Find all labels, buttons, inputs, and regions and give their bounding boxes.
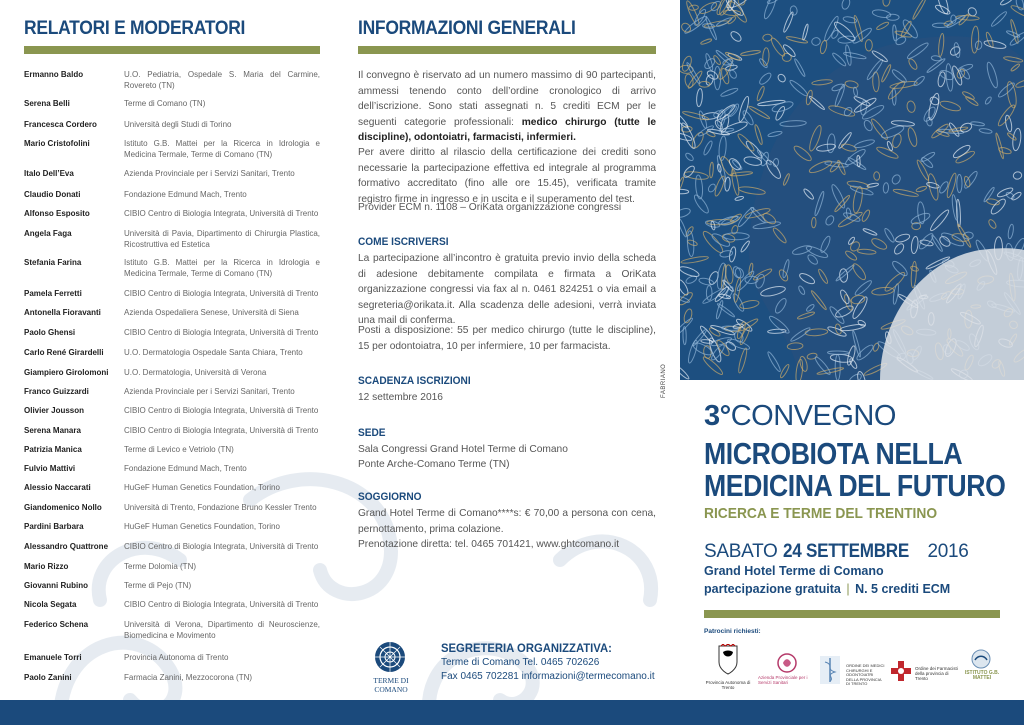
relatore-name: Stefania Farina (24, 258, 82, 267)
prenotazione-text: Prenotazione diretta: tel. 0465 701421, www.ghtcomano.it (358, 539, 620, 550)
azienda-logo-text: Azienda Provinciale per i Servizi Sanitari (758, 675, 808, 685)
relatore-name: Pardini Barbara (24, 522, 84, 531)
scadenza-text: 12 settembre 2016 (358, 392, 443, 403)
relatore-name: Pamela Ferretti (24, 289, 82, 298)
relatore-name: Giovanni Rubino (24, 581, 88, 590)
sede-heading: SEDE (358, 427, 386, 439)
relatore-name: Fulvio Mattivi (24, 464, 76, 473)
sede-line-1: Sala Congressi Grand Hotel Terme di Comano (358, 444, 568, 455)
segreteria-heading: SEGRETERIA ORGANIZZATIVA: (441, 641, 612, 655)
relatore-name: Giampiero Girolomoni (24, 368, 109, 377)
relatore-name: Federico Schena (24, 620, 89, 629)
soggiorno-heading: SOGGIORNO (358, 491, 422, 503)
participation-info (704, 582, 950, 596)
event-date (704, 541, 969, 563)
relatore-name: Antonella Fioravanti (24, 308, 101, 317)
relatore-affiliation: HuGeF Human Genetics Foundation, Torino (124, 522, 280, 531)
posti-text: Posti a disposizione: 55 per medico chirurgo (tutte le discipline), 15 per odontoiatra, 10 per infermiere, 10 per farmacista. (358, 325, 656, 352)
relatore-affiliation: Provincia Autonoma di Trento (124, 653, 229, 662)
provincia-logo-text: Provincia Autonoma di Trento (705, 680, 751, 690)
relatore-name: Italo Dell’Eva (24, 169, 74, 178)
relatore-name: Emanuele Torri (24, 653, 82, 662)
relatore-name: Alessio Naccarati (24, 483, 91, 492)
relatore-affiliation: CIBIO Centro di Biologia Integrata, Università di Trento (124, 406, 319, 415)
soggiorno-text: Grand Hotel Terme di Comano****s: € 70,00 a persona con cena, pernottamento, prima colazione. (358, 508, 656, 535)
relatore-affiliation: Fondazione Edmund Mach, Trento (124, 464, 247, 473)
partecipazione-gratuita: partecipazione gratuita (704, 582, 841, 596)
relatore-name: Olivier Jousson (24, 406, 85, 415)
relatori-heading: RELATORI E MODERATORI (24, 18, 246, 39)
azienda-sanitaria-logo-icon (776, 652, 798, 674)
caduceus-logo-icon (820, 656, 840, 684)
title-line-1: MICROBIOTA NELLA (704, 436, 963, 471)
provincia-trento-crest-icon (717, 644, 739, 676)
relatore-affiliation: Terme di Pejo (TN) (124, 581, 192, 590)
terme-logo-text: TERME DI COMANO (373, 676, 409, 694)
relatore-affiliation: Azienda Provinciale per i Servizi Sanitari, Trento (124, 169, 295, 178)
date-day: SABATO (704, 541, 783, 562)
relatore-name: Giandomenico Nollo (24, 503, 102, 512)
farmacisti-logo-text: Ordine dei Farmacisti della provincia di Trento (915, 666, 958, 681)
scadenza-heading: SCADENZA ISCRIZIONI (358, 375, 471, 387)
come-iscriversi-heading: COME ISCRIVERSI (358, 236, 449, 248)
convegno-heading (704, 400, 896, 433)
relatore-affiliation: Università degli Studi di Torino (124, 120, 232, 129)
istituto-logo-text: ISTITUTO G.B. MATTEI (964, 670, 1000, 681)
relatore-name: Mario Cristofolini (24, 139, 90, 148)
relatore-affiliation: CIBIO Centro di Biologia Integrata, Università di Trento (124, 289, 319, 298)
relatore-affiliation: Terme Dolomia (TN) (124, 562, 197, 571)
relatore-affiliation: U.O. Pediatria, Ospedale S. Maria del Carmine, Rovereto (TN) (124, 70, 320, 90)
come-iscriversi-text: La partecipazione all’incontro è gratuita previo invio della scheda di adesione debitamente compilata e firmata a OriKata organizzazione congressi via fax al n. 0461 824251 o via email a segreteria@orikata.it. Alla scadenza delle adesioni, verrà inviata una mail di conferma. (358, 253, 656, 326)
title-line-2: MEDICINA DEL FUTURO (704, 468, 1006, 503)
relatore-affiliation: U.O. Dermatologia Ospedale Santa Chiara, Trento (124, 348, 303, 357)
event-venue: Grand Hotel Terme di Comano (704, 564, 884, 578)
relatore-name: Paolo Zanini (24, 673, 72, 682)
istituto-mattei-logo-icon (970, 648, 992, 670)
relatore-affiliation: U.O. Dermatologia, Università di Verona (124, 368, 267, 377)
info-paragraph-1 (358, 68, 656, 146)
relatore-affiliation: CIBIO Centro di Biologia Integrata, Università di Trento (124, 426, 319, 435)
relatori-divider (24, 46, 320, 54)
segreteria-fax-email: Fax 0465 702281 informazioni@termecomano.it (441, 671, 655, 682)
info-paragraph-3: Provider ECM n. 1108 – OriKata organizzazione congressi (358, 202, 622, 213)
relatore-affiliation: Università di Verona, Dipartimento di Neuroscienze, Biomedicina e Movimento (124, 620, 320, 640)
sede-line-2: Ponte Arche-Comano Terme (TN) (358, 459, 510, 470)
info-divider (358, 46, 656, 54)
relatore-affiliation: Università di Pavia, Dipartimento di Chirurgia Plastica, Ricostruttiva ed Estetica (124, 229, 320, 249)
relatore-name: Francesca Cordero (24, 120, 97, 129)
relatore-affiliation: Istituto G.B. Mattei per la Ricerca in Idrologia e Medicina Termale, Terme di Comano (TN) (124, 258, 320, 278)
segreteria-tel: Terme di Comano Tel. 0465 702626 (441, 657, 600, 668)
relatore-name: Angela Faga (24, 229, 72, 238)
info-heading: INFORMAZIONI GENERALI (358, 18, 576, 39)
convegno-word: CONVEGNO (730, 400, 896, 432)
relatore-affiliation: Fondazione Edmund Mach, Trento (124, 190, 247, 199)
ordine-medici-text: ORDINE DEI MEDICI CHIRURGHI E ODONTOIATRI DELLA PROVINCIA DI TRENTO (846, 663, 885, 687)
relatore-affiliation: HuGeF Human Genetics Foundation, Torino (124, 483, 280, 492)
relatore-affiliation: CIBIO Centro di Biologia Integrata, Università di Trento (124, 542, 319, 551)
patrocini-label: Patrocini richiesti: (704, 628, 761, 635)
fabriano-mark: FABRIANO (661, 363, 667, 398)
relatore-name: Patrizia Manica (24, 445, 82, 454)
info-p1-text: Il convegno è riservato ad un numero massimo di 90 partecipanti, ammessi tenendo conto dell’ordine cronologico di arrivo dell’iscrizione. Sono stati assegnati n. 5 crediti ECM per le seguenti categorie professionali: (358, 70, 656, 128)
convegno-number: 3° (704, 400, 731, 432)
cover-divider (704, 610, 1000, 618)
cover-head-illustration (680, 0, 1024, 380)
relatore-affiliation: Università di Trento, Fondazione Bruno Kessler Trento (124, 503, 317, 512)
relatore-affiliation: Farmacia Zanini, Mezzocorona (TN) (124, 673, 253, 682)
date-main: 24 SETTEMBRE (782, 541, 909, 562)
relatore-name: Ermanno Baldo (24, 70, 84, 79)
bottom-band (0, 700, 1024, 725)
relatore-name: Serena Manara (24, 426, 81, 435)
cover-subtitle: RICERCA E TERME DEL TRENTINO (704, 505, 938, 522)
relatore-name: Nicola Segata (24, 600, 77, 609)
relatore-affiliation: CIBIO Centro di Biologia Integrata, Università di Trento (124, 328, 319, 337)
relatore-name: Alessandro Quattrone (24, 542, 109, 551)
relatore-name: Paolo Ghensi (24, 328, 76, 337)
relatore-name: Franco Guizzardi (24, 387, 89, 396)
separator: | (846, 582, 850, 596)
info-p1-bold: medico chirurgo (tutte le discipline), odontoiatri, farmacisti, infermieri. (358, 116, 656, 143)
relatore-name: Serena Belli (24, 99, 70, 108)
crediti-ecm: N. 5 crediti ECM (855, 582, 951, 596)
relatore-name: Mario Rizzo (24, 562, 69, 571)
relatore-affiliation: Azienda Ospedaliera Senese, Università di Siena (124, 308, 299, 317)
relatore-affiliation: Azienda Provinciale per i Servizi Sanitari, Trento (124, 387, 295, 396)
date-year: 2016 (922, 541, 969, 562)
info-paragraph-2: Per avere diritto al rilascio della certificazione dei crediti sono necessarie la partecipazione effettiva ed integrale al programma formativo accreditato (fino alle ore 15.45), verificata tramite registro firme in ingresso e in uscita e il superamento del test. (358, 147, 656, 205)
relatore-affiliation: Istituto G.B. Mattei per la Ricerca in Idrologia e Medicina Termale, Terme di Comano (TN) (124, 139, 320, 159)
relatore-affiliation: Terme di Levico e Vetriolo (TN) (124, 445, 234, 454)
relatore-affiliation: CIBIO Centro di Biologia Integrata, Università di Trento (124, 600, 319, 609)
relatore-affiliation: CIBIO Centro di Biologia Integrata, Università di Trento (124, 209, 319, 218)
relatore-affiliation: Terme di Comano (TN) (124, 99, 206, 108)
relatore-name: Claudio Donati (24, 190, 81, 199)
relatore-name: Alfonso Esposito (24, 209, 90, 218)
relatore-name: Carlo René Girardelli (24, 348, 104, 357)
farmacisti-cross-icon (890, 660, 912, 682)
